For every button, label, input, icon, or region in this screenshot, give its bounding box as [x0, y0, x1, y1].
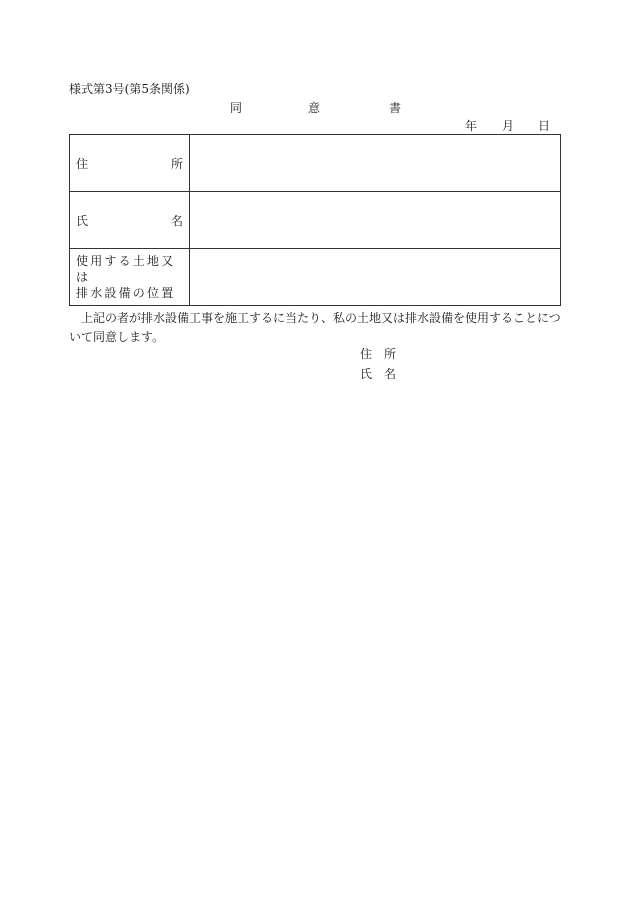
address-label-cell — [70, 135, 190, 192]
name-label-right: 名 — [170, 214, 183, 228]
signature-address — [360, 345, 396, 362]
form-number: 様式第3号(第5条関係) — [69, 82, 190, 96]
table-row-address — [70, 135, 561, 192]
address-value-field[interactable] — [190, 135, 561, 192]
name-label-cell — [70, 192, 190, 249]
table-row-location — [70, 249, 561, 306]
address-label-left: 住 — [76, 157, 89, 171]
table-row-name — [70, 192, 561, 249]
consent-form-table — [69, 134, 561, 306]
document-title — [230, 99, 400, 115]
signature-address-char-1: 住 — [360, 347, 373, 361]
location-label-cell — [70, 249, 190, 306]
name-value-field[interactable] — [190, 192, 561, 249]
date-month-label: 月 — [502, 119, 515, 133]
date-year-label: 年 — [465, 119, 478, 133]
title-char-2: 意 — [308, 101, 321, 115]
location-label-line2: 排水設備の位置 — [76, 286, 176, 300]
location-label-line1: 使用する土地又は — [76, 254, 176, 284]
title-char-1: 同 — [230, 101, 243, 115]
signature-address-char-2: 所 — [384, 347, 397, 361]
signature-name-char-1: 氏 — [360, 367, 373, 381]
address-label-right: 所 — [170, 157, 183, 171]
signature-name — [360, 365, 396, 382]
location-value-field[interactable] — [190, 249, 561, 306]
date-day-label: 日 — [538, 119, 551, 133]
name-label-left: 氏 — [76, 214, 89, 228]
signature-name-char-2: 名 — [384, 367, 397, 381]
consent-statement: 上記の者が排水設備工事を施工するに当たり、私の土地又は排水設備を使用することについて同意します。 — [69, 311, 561, 344]
title-char-3: 書 — [389, 101, 402, 115]
